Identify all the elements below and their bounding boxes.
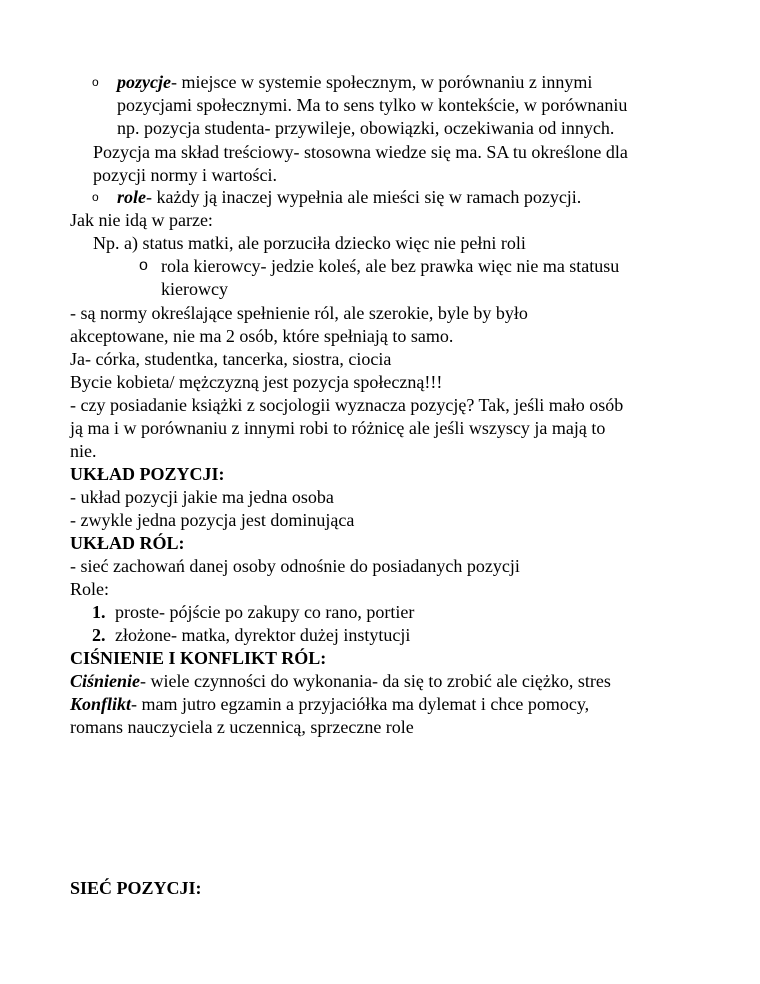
bullet-pozycje: o <box>92 75 99 89</box>
sklad-line-2: pozycji normy i wartości. <box>93 165 277 185</box>
role-list-num-2: 2. <box>92 625 106 645</box>
uklad-pozycji-heading-text: UKŁAD POZYCJI: <box>70 464 225 484</box>
konflikt-heading-text: CIŚNIENIE I KONFLIKT RÓL: <box>70 648 327 668</box>
bullet-kierowca: o <box>139 257 148 274</box>
uklad-rol-heading-text: UKŁAD RÓL: <box>70 533 185 553</box>
ja-line: Ja- córka, studentka, tancerka, siostra, ciocia <box>70 349 392 369</box>
uklad-rol-item-1: - sieć zachowań danej osoby odnośnie do posiadanych pozycji <box>70 556 520 576</box>
role-label: Role: <box>70 579 109 599</box>
bullet-role: o <box>92 190 99 204</box>
uklad-pozycji-item-1: - układ pozycji jakie ma jedna osoba <box>70 487 334 507</box>
konflikt-line-3: romans nauczyciela z uczennicą, sprzeczne role <box>70 717 414 737</box>
role-list-text-2: złożone- matka, dyrektor dużej instytucji <box>115 625 411 645</box>
uklad-rol-heading <box>70 532 185 554</box>
pozycje-text-1: - miejsce w systemie społecznym, w porównaniu z innymi <box>170 72 593 92</box>
uklad-pozycji-heading <box>70 463 225 485</box>
parze-sub-1: rola kierowcy- jedzie koleś, ale bez prawka więc nie ma statusu <box>161 256 620 276</box>
parze-sub-2: kierowcy <box>161 279 228 299</box>
parze-heading: Jak nie idą w parze: <box>70 210 213 230</box>
pozycje-line-2: pozycjami społecznymi. Ma to sens tylko w kontekście, w porównaniu <box>117 95 628 115</box>
siec-pozycji-heading-text: SIEĆ POZYCJI: <box>70 878 202 898</box>
cisnienie-term: Ciśnienie <box>70 671 141 691</box>
role-list-item-2 <box>92 624 410 646</box>
uklad-pozycji-item-2: - zwykle jedna pozycja jest dominująca <box>70 510 355 530</box>
ksiazka-line-1: - czy posiadanie książki z socjologii wyznacza pozycję? Tak, jeśli mało osób <box>70 395 624 415</box>
role-line <box>117 186 581 208</box>
role-list-text-1: proste- pójście po zakupy co rano, portier <box>115 602 415 622</box>
konflikt-heading <box>70 647 326 669</box>
pozycje-term: pozycje <box>117 72 171 92</box>
normy-line-1: - są normy określające spełnienie ról, ale szerokie, byle by było <box>70 303 528 323</box>
role-list-num-1: 1. <box>92 602 106 622</box>
cisnienie-text: - wiele czynności do wykonania- da się to zrobić ale ciężko, stres <box>140 671 611 691</box>
cisnienie-line <box>70 670 611 692</box>
pozycje-line-3: np. pozycja studenta- przywileje, obowiązki, oczekiwania od innych. <box>117 118 615 138</box>
bycie-line: Bycie kobieta/ mężczyzną jest pozycja społeczną!!! <box>70 372 443 392</box>
konflikt-text: - mam jutro egzamin a przyjaciółka ma dylemat i chce pomocy, <box>131 694 590 714</box>
role-list-item-1 <box>92 601 414 623</box>
ksiazka-line-2: ją ma i w porównaniu z innymi robi to różnicę ale jeśli wszyscy ja mają to <box>70 418 606 438</box>
siec-pozycji-heading <box>70 877 202 899</box>
pozycje-line-1 <box>117 71 592 93</box>
konflikt-term: Konflikt <box>70 694 132 714</box>
normy-line-2: akceptowane, nie ma 2 osób, które spełniają to samo. <box>70 326 454 346</box>
parze-example: Np. a) status matki, ale porzuciła dziecko więc nie pełni roli <box>93 233 526 253</box>
konflikt-line <box>70 693 589 715</box>
ksiazka-line-3: nie. <box>70 441 97 461</box>
sklad-line-1: Pozycja ma skład treściowy- stosowna wiedze się ma. SA tu określone dla <box>93 142 628 162</box>
role-term: role <box>117 187 146 207</box>
role-text: - każdy ją inaczej wypełnia ale mieści się w ramach pozycji. <box>146 187 582 207</box>
